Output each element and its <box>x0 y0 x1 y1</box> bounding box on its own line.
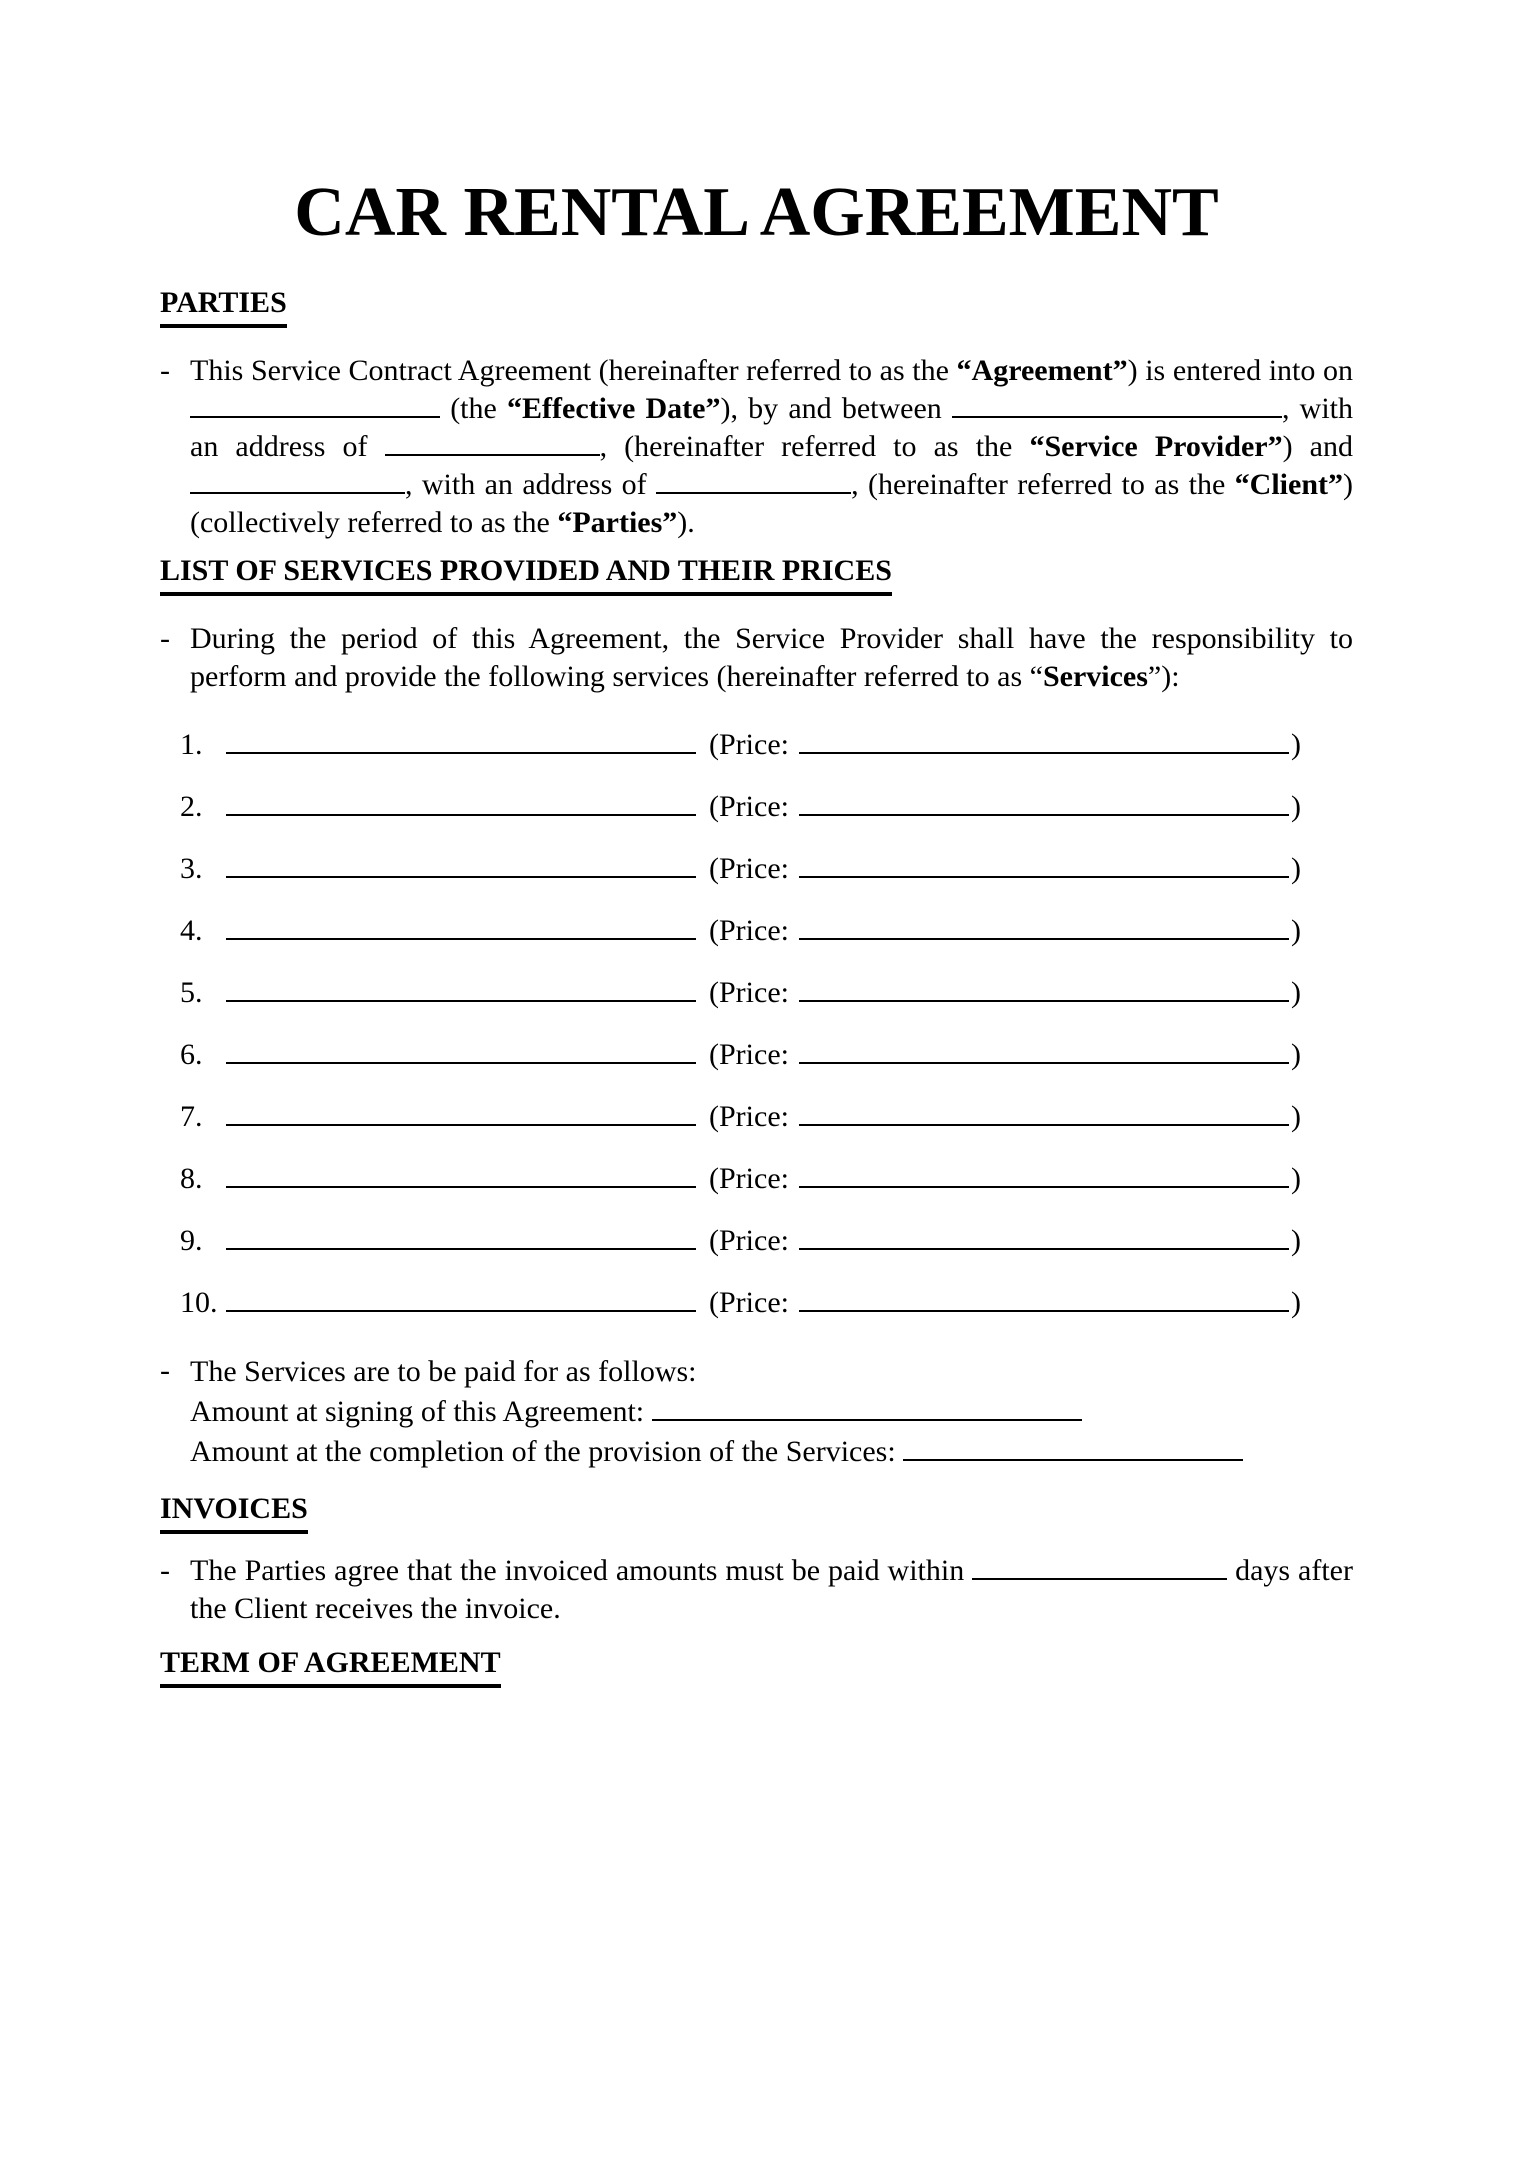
text-run: ”): <box>1147 660 1180 693</box>
service-price-blank <box>799 1232 1289 1251</box>
fill-in-blank <box>952 400 1282 419</box>
text-run: ) is entered into on <box>1127 354 1353 387</box>
service-number: 9. <box>180 1224 203 1257</box>
parties-paragraph <box>160 352 1353 542</box>
service-name-blank <box>226 736 696 755</box>
services-intro-paragraph <box>160 620 1353 696</box>
fill-in-blank <box>656 476 851 495</box>
service-row <box>160 726 1353 764</box>
service-row <box>160 974 1353 1012</box>
price-label: (Price: <box>709 790 789 823</box>
payment-lines <box>190 1392 1353 1472</box>
service-price-blank <box>799 1108 1289 1127</box>
price-label: (Price: <box>709 914 789 947</box>
text-run: , (hereinafter referred to as the <box>851 468 1235 501</box>
fill-in-blank <box>903 1443 1243 1462</box>
text-run: “Parties” <box>557 506 678 539</box>
service-price-blank <box>799 860 1289 879</box>
text-run: (the <box>440 392 508 425</box>
payment-label: Amount at the completion of the provision of the Services: <box>190 1435 896 1468</box>
price-label: (Price: <box>709 1100 789 1133</box>
service-name-blank <box>226 1046 696 1065</box>
dash-bullet: - <box>160 354 170 387</box>
text-run: During the period of this Agreement, the Service Provider shall have the responsibility to perform and provide the following services (hereinafter referred to as “ <box>190 622 1353 693</box>
text-run: “Client” <box>1234 468 1343 501</box>
service-number: 2. <box>180 790 203 823</box>
dash-bullet: - <box>160 622 170 655</box>
fill-in-blank <box>652 1403 1082 1422</box>
services-intro-text <box>190 620 1353 696</box>
close-paren: ) <box>1291 1038 1301 1071</box>
service-name-blank <box>226 860 696 879</box>
section-heading-services-text: LIST OF SERVICES PROVIDED AND THEIR PRICES <box>160 552 892 596</box>
section-heading-invoices-text: INVOICES <box>160 1490 308 1534</box>
service-row <box>160 1222 1353 1260</box>
service-name-blank <box>226 1170 696 1189</box>
price-label: (Price: <box>709 1038 789 1071</box>
invoices-paragraph-text <box>190 1552 1353 1628</box>
fill-in-blank <box>972 1562 1227 1581</box>
parties-paragraph-text <box>190 352 1353 542</box>
section-heading-parties-text: PARTIES <box>160 284 287 328</box>
payment-intro: The Services are to be paid for as follows: <box>190 1355 697 1388</box>
service-row <box>160 1036 1353 1074</box>
text-run: “Agreement” <box>956 354 1128 387</box>
service-name-blank <box>226 922 696 941</box>
service-price-blank <box>799 1294 1289 1313</box>
close-paren: ) <box>1291 1100 1301 1133</box>
payment-line <box>190 1392 1353 1432</box>
close-paren: ) <box>1291 1286 1301 1319</box>
services-list <box>160 726 1353 1322</box>
document-page <box>160 174 1353 1688</box>
text-run: “Effective Date” <box>507 392 721 425</box>
service-name-blank <box>226 798 696 817</box>
section-heading-term-text: TERM OF AGREEMENT <box>160 1644 501 1688</box>
service-price-blank <box>799 736 1289 755</box>
payment-paragraph <box>160 1352 1353 1472</box>
service-number: 10. <box>180 1286 218 1319</box>
service-price-blank <box>799 922 1289 941</box>
service-row <box>160 1160 1353 1198</box>
service-number: 1. <box>180 728 203 761</box>
price-label: (Price: <box>709 1224 789 1257</box>
service-name-blank <box>226 1294 696 1313</box>
close-paren: ) <box>1291 728 1301 761</box>
close-paren: ) <box>1291 976 1301 1009</box>
service-row <box>160 1284 1353 1322</box>
price-label: (Price: <box>709 1162 789 1195</box>
service-number: 3. <box>180 852 203 885</box>
dash-bullet: - <box>160 1354 170 1387</box>
text-run: ). <box>677 506 695 539</box>
text-run: , with an address of <box>190 392 1353 463</box>
service-number: 6. <box>180 1038 203 1071</box>
price-label: (Price: <box>709 728 789 761</box>
text-run: The Parties agree that the invoiced amounts must be paid within <box>190 1554 973 1587</box>
close-paren: ) <box>1291 790 1301 823</box>
text-run: “Service Provider” <box>1029 430 1283 463</box>
service-price-blank <box>799 984 1289 1003</box>
text-run: days after the Client receives the invoice. <box>190 1554 1353 1625</box>
service-row <box>160 912 1353 950</box>
service-name-blank <box>226 1108 696 1127</box>
service-price-blank <box>799 798 1289 817</box>
price-label: (Price: <box>709 1286 789 1319</box>
fill-in-blank <box>190 476 405 495</box>
service-row <box>160 850 1353 888</box>
close-paren: ) <box>1291 852 1301 885</box>
service-name-blank <box>226 984 696 1003</box>
invoices-paragraph <box>160 1552 1353 1628</box>
fill-in-blank <box>385 438 600 457</box>
section-heading-services <box>160 552 1353 596</box>
close-paren: ) <box>1291 1162 1301 1195</box>
service-row <box>160 788 1353 826</box>
price-label: (Price: <box>709 976 789 1009</box>
close-paren: ) <box>1291 914 1301 947</box>
fill-in-blank <box>190 400 440 419</box>
text-run: ) (collectively referred to as the <box>190 468 1353 539</box>
price-label: (Price: <box>709 852 789 885</box>
section-heading-invoices <box>160 1490 1353 1534</box>
close-paren: ) <box>1291 1224 1301 1257</box>
text-run: Services <box>1042 660 1148 693</box>
text-run: , (hereinafter referred to as the <box>599 430 1030 463</box>
service-name-blank <box>226 1232 696 1251</box>
service-number: 5. <box>180 976 203 1009</box>
service-price-blank <box>799 1170 1289 1189</box>
section-heading-term <box>160 1644 1353 1688</box>
payment-line <box>190 1432 1353 1472</box>
service-number: 4. <box>180 914 203 947</box>
service-number: 7. <box>180 1100 203 1133</box>
text-run: ), by and between <box>720 392 952 425</box>
dash-bullet: - <box>160 1554 170 1587</box>
service-price-blank <box>799 1046 1289 1065</box>
page-title: CAR RENTAL AGREEMENT <box>294 174 1219 251</box>
text-run: ) and <box>1282 430 1353 463</box>
section-heading-parties <box>160 284 1353 328</box>
text-run: , with an address of <box>405 468 657 501</box>
payment-label: Amount at signing of this Agreement: <box>190 1395 645 1428</box>
service-number: 8. <box>180 1162 203 1195</box>
text-run: This Service Contract Agreement (hereinafter referred to as the <box>190 354 957 387</box>
service-row <box>160 1098 1353 1136</box>
payment-text <box>190 1352 1353 1472</box>
